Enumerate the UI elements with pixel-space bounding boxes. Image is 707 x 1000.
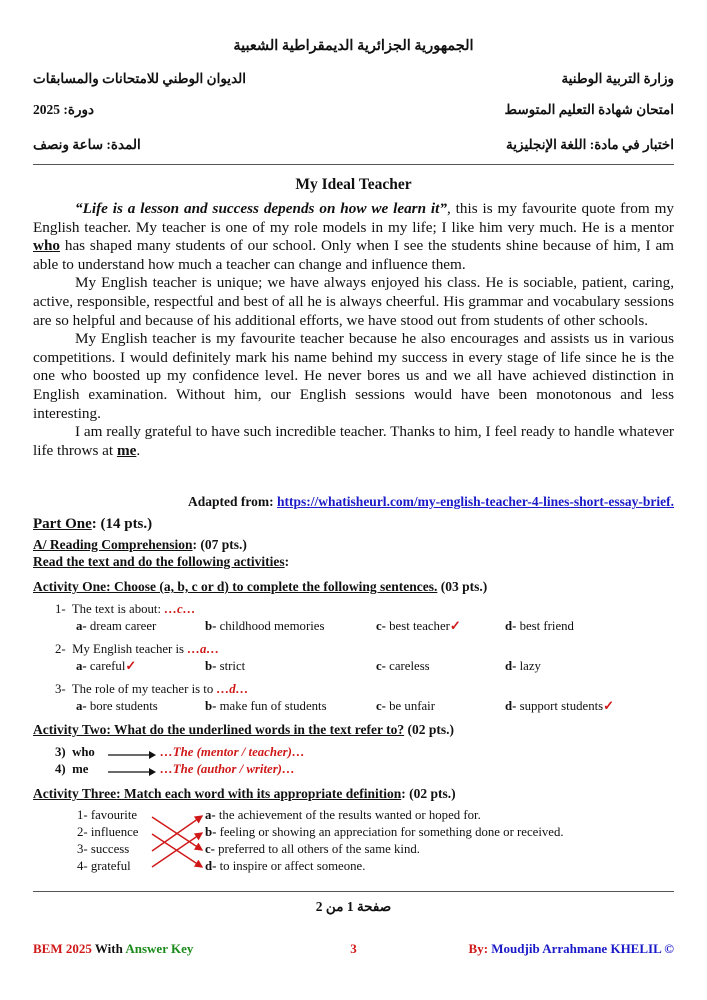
republic-title: الجمهورية الجزائرية الديمقراطية الشعبية bbox=[233, 38, 474, 54]
activity-three-heading: Activity Three: Match each word with its appropriate definition: (02 pts.) bbox=[33, 786, 456, 801]
instruction: Read the text and do the following activities: bbox=[33, 554, 290, 569]
definition: d- to inspire or affect someone. bbox=[205, 859, 366, 873]
question-2: 2- My English teacher is …a… bbox=[55, 642, 220, 656]
reading-passage bbox=[33, 200, 674, 460]
exam-name: امتحان شهادة التعليم المتوسط bbox=[504, 102, 674, 117]
match-word: 4- grateful bbox=[77, 859, 131, 873]
underlined-who: who bbox=[33, 237, 61, 255]
option-d: d- support students✓ bbox=[505, 699, 614, 713]
part-one-heading: Part One: (14 pts.) bbox=[33, 516, 153, 532]
option-b: b- childhood memories bbox=[205, 619, 325, 633]
arrow-right-icon bbox=[108, 767, 156, 777]
match-word: 3- success bbox=[77, 842, 130, 856]
ref-answer: …The (author / writer)… bbox=[160, 762, 295, 776]
ref-answer: …The (mentor / teacher)… bbox=[160, 745, 305, 759]
option-c: c- best teacher✓ bbox=[376, 619, 461, 633]
activity-one-heading: Activity One: Choose (a, b, c or d) to complete the following sentences. (03 pts.) bbox=[33, 579, 488, 594]
footer-left: BEM 2025 With Answer Key bbox=[33, 941, 194, 956]
page-label: صفحة 1 من 2 bbox=[315, 899, 392, 914]
option-a: a- careful✓ bbox=[76, 659, 137, 673]
exam-duration: المدة: ساعة ونصف bbox=[33, 137, 141, 152]
answer: …a… bbox=[187, 642, 220, 656]
ref-item: 3) who bbox=[55, 745, 95, 759]
exam-subject: اختبار في مادة: اللغة الإنجليزية bbox=[506, 137, 674, 152]
paragraph-4: I am really grateful to have such incredible teacher. Thanks to him, I feel ready to handle whatever life throws at me. bbox=[33, 423, 674, 459]
ref-item: 4) me bbox=[55, 762, 89, 776]
option-a: a- dream career bbox=[76, 619, 157, 633]
underlined-me: me bbox=[116, 441, 137, 459]
paragraph-1: “Life is a lesson and success depends on how we learn it”, this is my favourite quote from my English teacher. My teacher is one of my role models in my life; I like him very much. He is a mentor who has shaped many students of our school. Only when I see the students shine because of him, I am able to understand how much a teacher can change and influence them. bbox=[33, 200, 674, 273]
quote: “Life is a lesson and success depends on how we learn it” bbox=[75, 200, 447, 217]
check-icon: ✓ bbox=[603, 699, 614, 713]
footer-author: By: Moudjib Arrahmane KHELIL © bbox=[468, 941, 674, 956]
option-c: c- careless bbox=[376, 659, 430, 673]
footer-divider bbox=[33, 891, 674, 892]
check-icon: ✓ bbox=[125, 659, 137, 673]
definition: b- feeling or showing an appreciation for something done or received. bbox=[205, 825, 564, 839]
source-link[interactable]: https://whatisheurl.com/my-english-teacher-4-lines-short-essay-brief. bbox=[277, 494, 674, 509]
option-b: b- strict bbox=[205, 659, 246, 673]
option-d: d- best friend bbox=[505, 619, 574, 633]
footer-page-number: 3 bbox=[350, 941, 357, 956]
option-d: d- lazy bbox=[505, 659, 541, 673]
answer: …c… bbox=[164, 602, 196, 616]
question-1: 1- The text is about: …c… bbox=[55, 602, 196, 616]
paragraph-3: My English teacher is my favourite teacher because he also encourages and assists us in various competitions. I would definitely mark his name behind my success in every stage of life since he is the one who boosted up my confidence level. He never bores us and we all have achieved distinction in English examination. Without him, our English sessions would have been monotonous and less interesting. bbox=[33, 330, 674, 422]
definition: c- preferred to all others of the same kind. bbox=[205, 842, 420, 856]
header-divider bbox=[33, 164, 674, 165]
ministry-name: وزارة التربية الوطنية bbox=[561, 71, 674, 86]
check-icon: ✓ bbox=[449, 619, 461, 633]
option-c: c- be unfair bbox=[376, 699, 435, 713]
passage-title: My Ideal Teacher bbox=[295, 176, 412, 193]
activity-two-heading: Activity Two: What do the underlined words in the text refer to? (02 pts.) bbox=[33, 722, 454, 737]
option-a: a- bore students bbox=[76, 699, 158, 713]
exam-session: دورة: 2025 bbox=[33, 102, 94, 117]
answer: …d… bbox=[216, 682, 249, 696]
arrow-right-icon bbox=[108, 750, 156, 760]
definition: a- the achievement of the results wanted or hoped for. bbox=[205, 808, 481, 822]
match-word: 2- influence bbox=[77, 825, 139, 839]
question-3: 3- The role of my teacher is to …d… bbox=[55, 682, 249, 696]
exam-office: الديوان الوطني للامتحانات والمسابقات bbox=[33, 71, 247, 86]
match-word: 1- favourite bbox=[77, 808, 138, 822]
source-line: Adapted from: https://whatisheurl.com/my-english-teacher-4-lines-short-essay-brief. bbox=[188, 494, 674, 509]
paragraph-2: My English teacher is unique; we have always enjoyed his class. He is sociable, patient, caring, active, responsible, respectful and best of all he is always cheerful. His grammar and vocabulary sessions are so helpful and because of his additional efforts, we have stood out from students of other schools. bbox=[33, 274, 674, 329]
reading-comprehension-heading: A/ Reading Comprehension: (07 pts.) bbox=[33, 537, 247, 552]
option-b: b- make fun of students bbox=[205, 699, 327, 713]
match-lines bbox=[150, 810, 208, 870]
